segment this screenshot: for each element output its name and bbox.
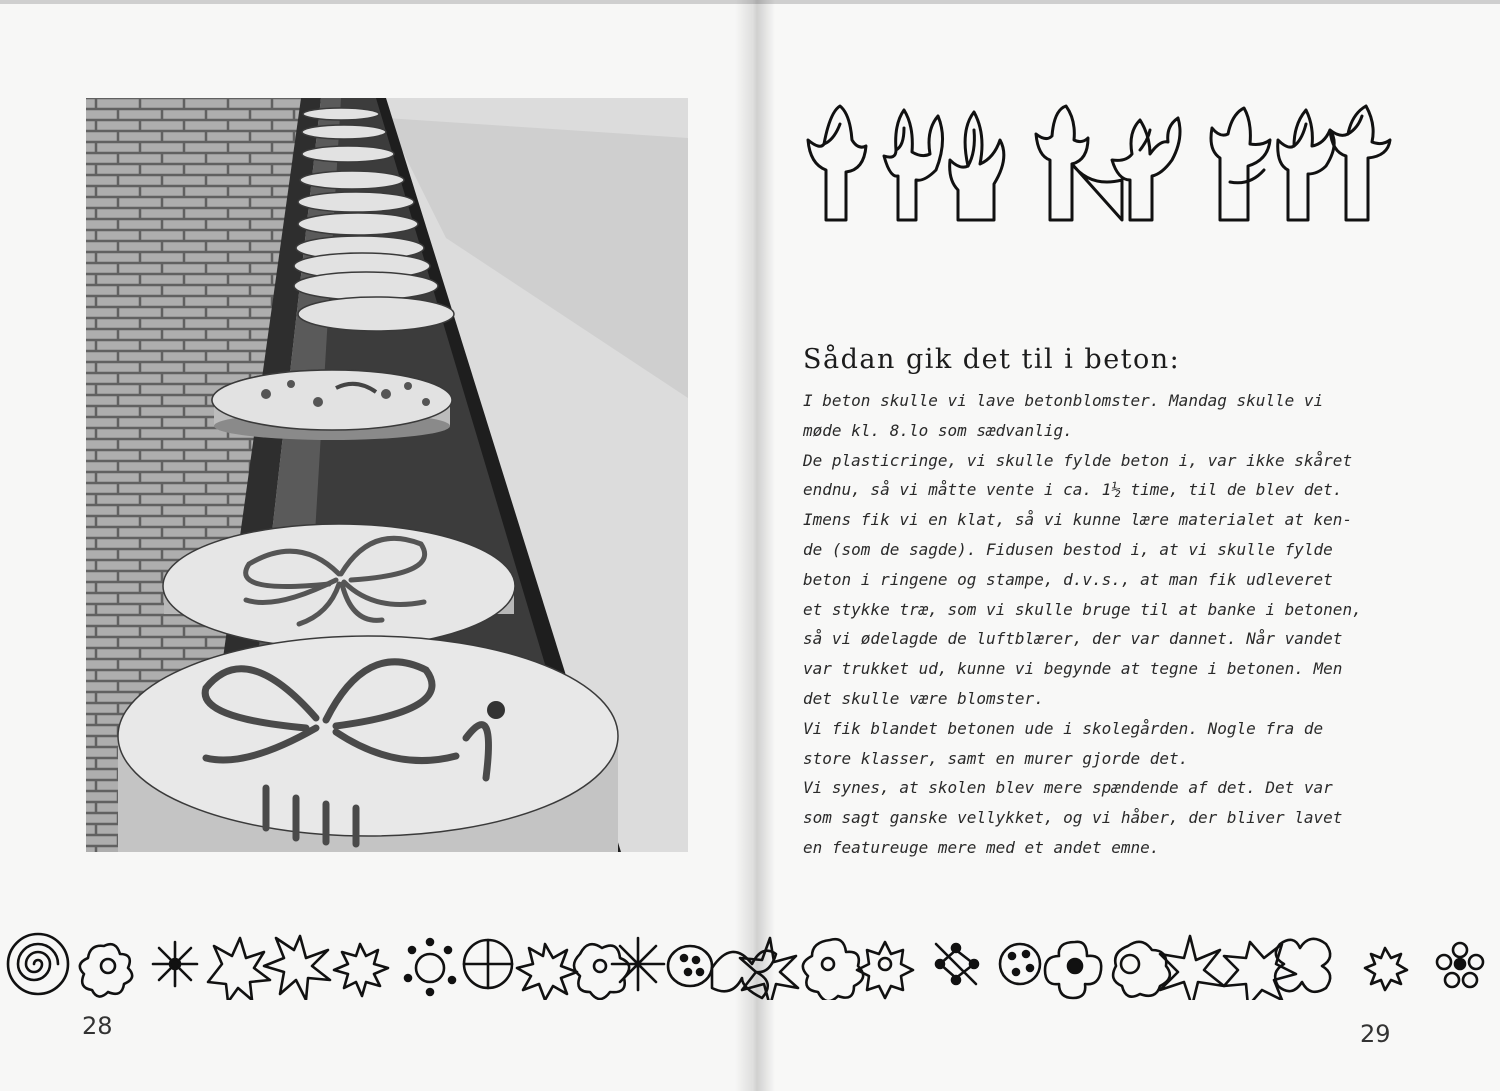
- text-line: som sagt ganske vellykket, og vi håber, der bliver lavet: [803, 808, 1343, 828]
- text-line: så vi ødelagde de luftblærer, der var dannet. Når vandet: [803, 629, 1343, 649]
- text-line: de (som de sagde). Fidusen bestod i, at vi skulle fylde: [803, 539, 1333, 559]
- concrete-flowers-photo: [86, 98, 688, 852]
- photo-image: [86, 98, 688, 852]
- tulip-drawings-icon: [800, 100, 1400, 228]
- text-line: store klasser, samt en murer gjorde det.: [803, 748, 1189, 768]
- text-line: beton i ringene og stampe, d.v.s., at man fik udleveret: [803, 569, 1333, 589]
- page-number-right: 29: [1360, 1020, 1391, 1048]
- article-body: [803, 386, 1373, 863]
- flower-doodles-icon: [0, 928, 1500, 1000]
- text-line: møde kl. 8.lo som sædvanlig.: [803, 420, 1073, 440]
- article-title: Sådan gik det til i beton:: [803, 344, 1181, 375]
- text-line: De plasticringe, vi skulle fylde beton i, var ikke skåret: [803, 450, 1353, 470]
- page-number-left: 28: [82, 1012, 113, 1040]
- text-line: det skulle være blomster.: [803, 688, 1044, 708]
- text-line: Imens fik vi en klat, så vi kunne lære materialet at ken-: [803, 510, 1353, 530]
- text-line: var trukket ud, kunne vi begynde at tegne i betonen. Men: [803, 659, 1343, 679]
- text-line: I beton skulle vi lave betonblomster. Mandag skulle vi: [803, 391, 1324, 410]
- text-line: et stykke træ, som vi skulle bruge til at banke i betonen,: [803, 599, 1362, 619]
- text-line: Vi fik blandet betonen ude i skolegården. Nogle fra de: [803, 718, 1324, 738]
- text-line: en featureuge mere med et andet emne.: [803, 837, 1160, 857]
- text-line: Vi synes, at skolen blev mere spændende af det. Det var: [803, 778, 1333, 798]
- text-line: endnu, så vi måtte vente i ca. 1½ time, til de blev det.: [803, 480, 1343, 500]
